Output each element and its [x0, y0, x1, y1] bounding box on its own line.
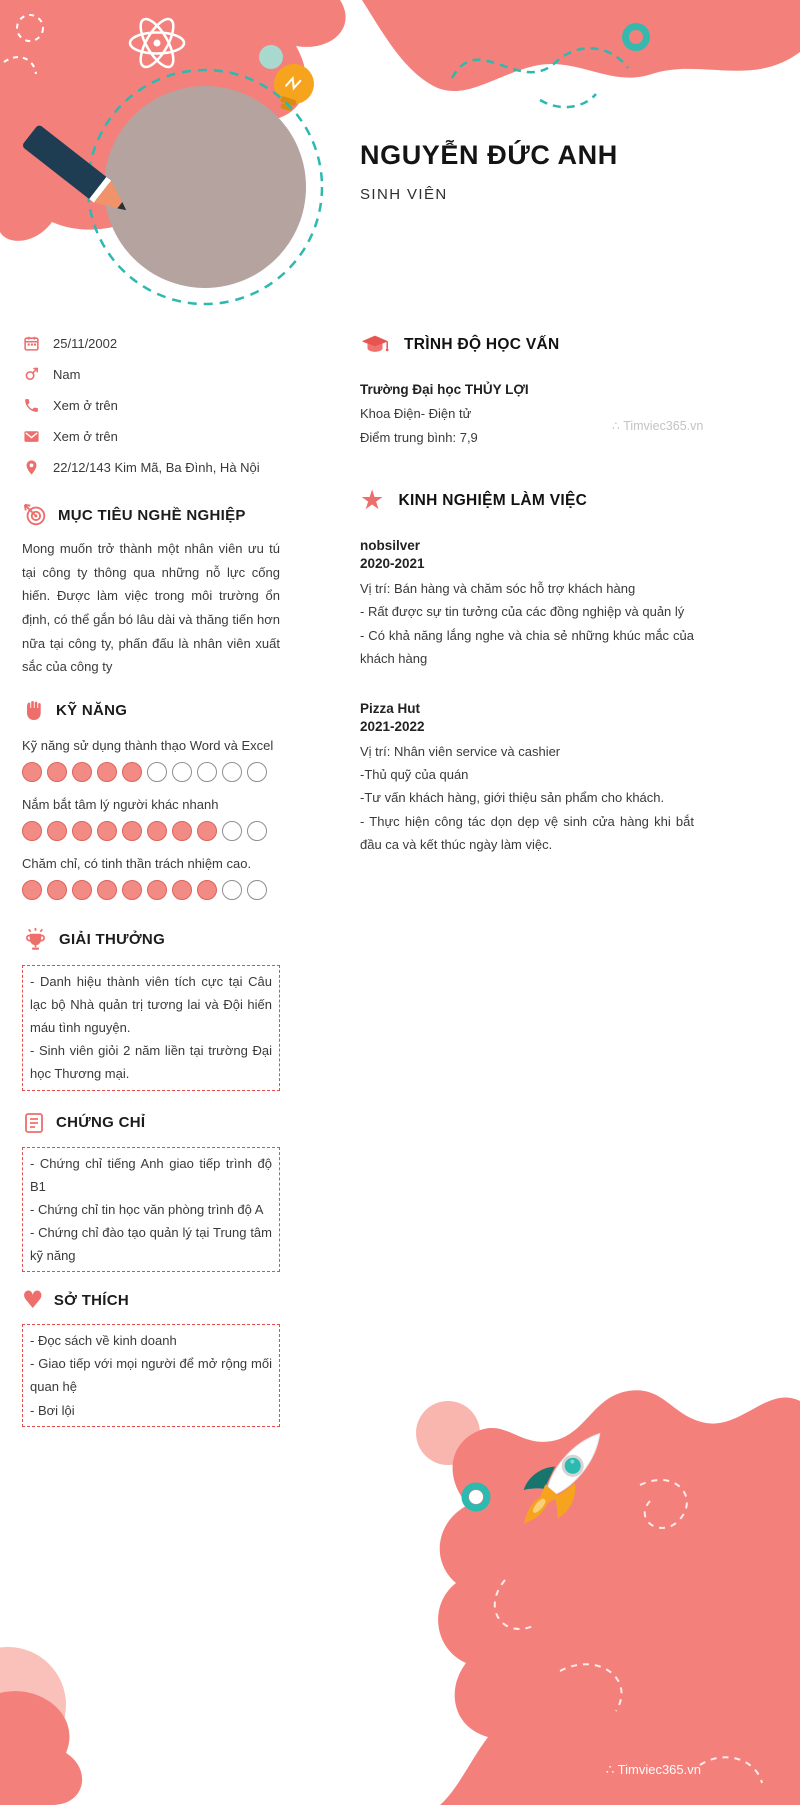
- skill-label: Chăm chỉ, có tinh thần trách nhiệm cao.: [22, 855, 252, 871]
- rating-dot: [122, 821, 142, 841]
- rating-dot: [72, 821, 92, 841]
- job-entry: [360, 701, 694, 857]
- awards-section: [22, 926, 280, 1091]
- left-column: [22, 334, 280, 1427]
- rating-dot: [122, 880, 142, 900]
- hobby-line: - Giao tiếp với mọi người để mở rộng mối quan hệ: [30, 1356, 272, 1395]
- teal-dashed-arc: [540, 94, 596, 107]
- education-section: [360, 330, 694, 445]
- experience-section: [360, 487, 694, 857]
- info-row-birthday: [22, 334, 280, 352]
- job-entry: [360, 538, 694, 671]
- photo-placeholder: [104, 86, 306, 288]
- gender-value: Nam: [53, 366, 81, 382]
- education-faculty: Khoa Điện- Điện tử: [360, 406, 472, 421]
- rating-dot: [247, 762, 267, 782]
- rating-dot: [147, 762, 167, 782]
- rating-dot: [72, 762, 92, 782]
- hobbies-heading: [22, 1286, 280, 1315]
- certificates-section: [22, 1111, 280, 1273]
- mint-circle-decoration: [259, 45, 283, 69]
- coral-blob-top-right: [362, 0, 800, 91]
- certificate-line: - Chứng chỉ tiếng Anh giao tiếp trình độ B1: [30, 1155, 272, 1194]
- rating-dot: [97, 821, 117, 841]
- objective-text: Mong muốn trở thành một nhân viên ưu tú tại công ty thông qua những nỗ lực cống hiến. Được làm việc trong môi trường ổn định, có thể gắn bó lâu dài và thăng tiến hơn nữa tại công ty, phấn đấu là nhân viên xuất sắc của công ty: [22, 541, 280, 675]
- right-column: [360, 330, 694, 857]
- job-description: [360, 740, 694, 857]
- rating-dot: [22, 880, 42, 900]
- certificate-line: - Chứng chỉ tin học văn phòng trình độ A: [30, 1201, 264, 1217]
- job-company: nobsilver: [360, 538, 421, 553]
- email-icon: [22, 427, 40, 445]
- skills-section: [22, 699, 280, 900]
- job-description: [360, 577, 694, 671]
- rating-dot: [47, 762, 67, 782]
- info-row-email: [22, 427, 280, 445]
- phone-icon: [22, 396, 40, 414]
- watermark-mid: ∴ Timviec365.vn: [612, 419, 704, 433]
- job-period: 2020-2021: [360, 556, 425, 571]
- heart-icon: ♥: [22, 1286, 44, 1315]
- job-period: 2021-2022: [360, 718, 425, 734]
- rating-dot: [97, 762, 117, 782]
- header: [360, 140, 618, 203]
- skill-rating: [22, 762, 280, 782]
- bottom-decoration: [0, 1375, 800, 1805]
- skills-heading-label: KỸ NĂNG: [56, 702, 128, 720]
- phone-value: Xem ở trên: [53, 397, 118, 413]
- education-heading: [360, 330, 694, 360]
- birthday-value: 25/11/2002: [53, 335, 118, 351]
- experience-heading: [360, 487, 694, 514]
- coral-blob-bottom-left: [0, 1691, 82, 1805]
- education-gpa: Điểm trung bình: 7,9: [360, 430, 478, 445]
- certificates-heading-label: CHỨNG CHỈ: [56, 1114, 146, 1132]
- award-line: - Danh hiệu thành viên tích cực tại Câu lạc bộ Nhà quản trị tương lai và Đội hiến máu tình nguyện.: [30, 973, 272, 1036]
- gender-icon: [22, 365, 40, 383]
- job-line: Vị trí: Nhân viên service và cashier: [360, 743, 561, 759]
- rating-dot: [197, 880, 217, 900]
- location-icon: [22, 458, 40, 476]
- objective-heading-label: MỤC TIÊU NGHỀ NGHIỆP: [58, 506, 246, 524]
- target-icon: [22, 502, 48, 528]
- skills-heading: [22, 699, 280, 723]
- calendar-icon: [22, 334, 40, 352]
- awards-heading-label: GIẢI THƯỞNG: [59, 930, 166, 948]
- coral-blob-bottom-right: [438, 1390, 800, 1805]
- info-row-phone: [22, 396, 280, 414]
- personal-info: [22, 334, 280, 476]
- rating-dot: [122, 762, 142, 782]
- job-line: - Có khả năng lắng nghe và chia sẻ những khúc mắc của khách hàng: [360, 627, 694, 667]
- email-value: Xem ở trên: [53, 428, 118, 444]
- rating-dot: [147, 821, 167, 841]
- trophy-icon: [22, 926, 49, 953]
- certificates-heading: [22, 1111, 280, 1135]
- rating-dot: [172, 880, 192, 900]
- rating-dot: [47, 880, 67, 900]
- candidate-title: SINH VIÊN: [360, 186, 448, 203]
- skill-label: Nắm bắt tâm lý người khác nhanh: [22, 796, 219, 812]
- rating-dot: [197, 821, 217, 841]
- rating-dot: [222, 821, 242, 841]
- objective-section: [22, 502, 280, 679]
- address-value: 22/12/143 Kim Mã, Ba Đình, Hà Nội: [53, 459, 260, 475]
- skill-rating: [22, 821, 280, 841]
- certificate-icon: [22, 1111, 46, 1135]
- rating-dot: [172, 821, 192, 841]
- education-heading-label: TRÌNH ĐỘ HỌC VẤN: [404, 336, 560, 353]
- info-row-address: [22, 458, 280, 476]
- certificate-line: - Chứng chỉ đào tạo quản lý tại Trung tâm kỹ năng: [30, 1224, 272, 1264]
- info-row-gender: [22, 365, 280, 383]
- experience-heading-label: KINH NGHIỆM LÀM VIỆC: [398, 491, 588, 509]
- awards-box: [22, 965, 280, 1091]
- hobby-line: - Đọc sách về kinh doanh: [30, 1333, 177, 1349]
- rating-dot: [247, 821, 267, 841]
- rating-dot: [72, 880, 92, 900]
- teal-donut-hole: [469, 1490, 483, 1504]
- job-line: -Tư vấn khách hàng, giới thiệu sản phẩm cho khách.: [360, 790, 665, 806]
- hobbies-heading-label: SỞ THÍCH: [53, 1291, 130, 1309]
- watermark-bottom: ∴ Timviec365.vn: [606, 1762, 701, 1777]
- job-line: - Thực hiện công tác dọn dẹp vệ sinh cửa hàng khi bắt đầu ca và kết thúc ngày làm việc.: [360, 813, 694, 853]
- rating-dot: [197, 762, 217, 782]
- job-line: - Rất được sự tin tưởng của các đồng nghiệp và quản lý: [360, 604, 685, 620]
- rating-dot: [47, 821, 67, 841]
- skill-label: Kỹ năng sử dụng thành thạo Word và Excel: [22, 737, 274, 753]
- fist-icon: [22, 699, 46, 723]
- rating-dot: [22, 762, 42, 782]
- education-school: Trường Đại học THỦY LỢI: [360, 382, 529, 397]
- candidate-name: NGUYỄN ĐỨC ANH: [360, 140, 618, 170]
- rating-dot: [222, 762, 242, 782]
- skill-rating: [22, 880, 280, 900]
- awards-heading: [22, 926, 280, 953]
- rating-dot: [172, 762, 192, 782]
- rating-dot: [147, 880, 167, 900]
- rating-dot: [22, 821, 42, 841]
- rating-dot: [222, 880, 242, 900]
- objective-heading: [22, 502, 280, 528]
- rating-dot: [97, 880, 117, 900]
- certificates-box: [22, 1147, 280, 1273]
- award-line: - Sinh viên giỏi 2 năm liền tại trường Đại học Thương mại.: [30, 1043, 272, 1082]
- job-company: Pizza Hut: [360, 700, 421, 716]
- graduation-cap-icon: [360, 330, 390, 360]
- star-icon: ★: [360, 485, 385, 516]
- job-line: -Thủ quỹ của quán: [360, 766, 469, 782]
- hobby-line: - Bơi lội: [30, 1402, 75, 1418]
- rating-dot: [247, 880, 267, 900]
- job-line: Vị trí: Bán hàng và chăm sóc hỗ trợ khách hàng: [360, 581, 636, 596]
